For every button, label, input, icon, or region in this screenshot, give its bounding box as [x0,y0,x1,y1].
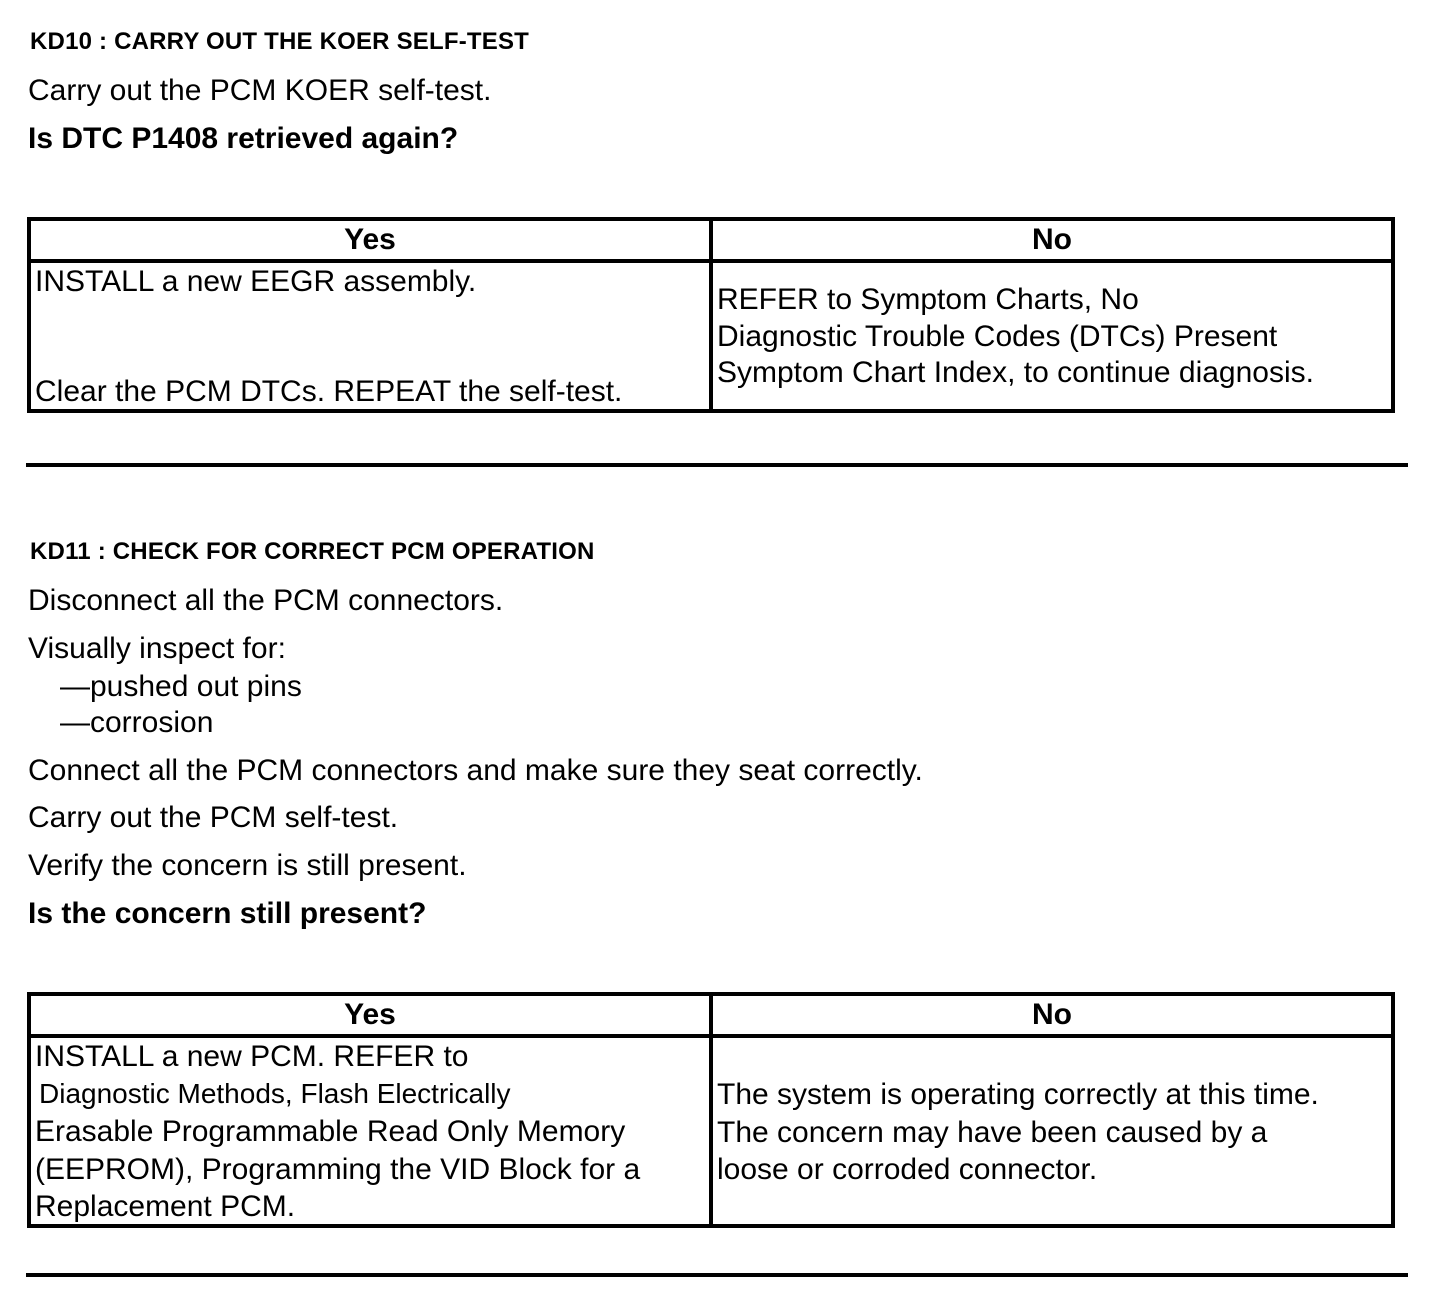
kd11-step-2: Visually inspect for: [28,632,286,665]
section-divider-2 [26,1273,1408,1277]
kd10-yes-line-1: INSTALL a new EEGR assembly. [35,265,477,298]
kd10-no-line-2: Diagnostic Trouble Codes (DTCs) Present [717,320,1278,353]
kd11-heading: KD11 : CHECK FOR CORRECT PCM OPERATION [30,538,595,565]
kd11-question: Is the concern still present? [28,897,427,930]
kd10-step-1: Carry out the PCM KOER self-test. [28,74,492,107]
kd10-no-cell [711,261,1393,411]
kd10-yes-header: Yes [29,219,711,261]
kd10-yes-line-2: Clear the PCM DTCs. REPEAT the self-test. [35,375,623,408]
kd10-yes-cell [29,261,711,411]
kd11-step-4: Carry out the PCM self-test. [28,801,399,834]
kd11-yes-cell [29,1036,711,1226]
kd11-no-line-2: The concern may have been caused by a [717,1116,1268,1149]
kd11-substep-1: —pushed out pins [60,670,302,703]
kd11-yes-header: Yes [29,994,711,1036]
kd10-yes-no-table [27,217,1395,413]
kd10-heading: KD10 : CARRY OUT THE KOER SELF-TEST [30,28,530,55]
kd11-yes-line-1: INSTALL a new PCM. REFER to [35,1040,469,1073]
kd11-no-header: No [711,994,1393,1036]
kd11-step-5: Verify the concern is still present. [28,849,467,882]
kd11-no-cell [711,1036,1393,1226]
kd11-step-3: Connect all the PCM connectors and make sure they seat correctly. [28,754,923,787]
kd10-no-line-3: Symptom Chart Index, to continue diagnosis. [717,356,1314,389]
kd11-no-line-3: loose or corroded connector. [717,1153,1098,1186]
kd10-question: Is DTC P1408 retrieved again? [28,122,459,155]
kd10-no-header: No [711,219,1393,261]
kd11-yes-line-3: Erasable Programmable Read Only Memory [35,1115,626,1148]
kd11-yes-no-table [27,992,1395,1228]
kd11-yes-line-4: (EEPROM), Programming the VID Block for a [35,1153,641,1186]
kd11-step-1: Disconnect all the PCM connectors. [28,584,504,617]
kd11-no-line-1: The system is operating correctly at this time. [717,1078,1319,1111]
section-divider-1 [26,463,1408,467]
kd11-yes-line-5: Replacement PCM. [35,1190,296,1223]
kd11-yes-line-2: Diagnostic Methods, Flash Electrically [39,1078,511,1109]
kd10-no-line-1: REFER to Symptom Charts, No [717,283,1139,316]
kd11-substep-2: —corrosion [60,706,214,739]
